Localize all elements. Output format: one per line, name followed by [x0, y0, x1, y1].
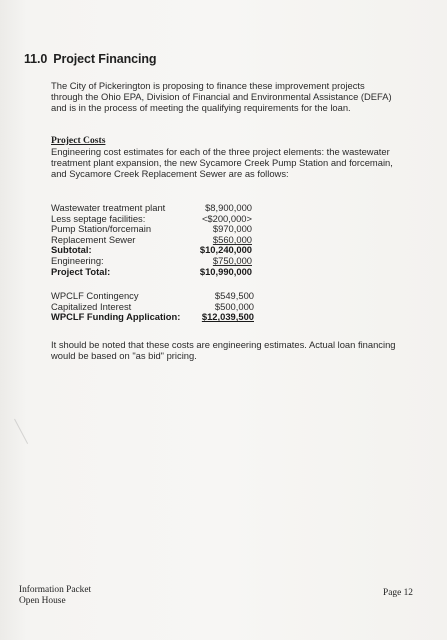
- cost-label: Replacement Sewer: [51, 233, 136, 245]
- project-costs-paragraph: Engineering cost estimates for each of the three project elements: the wastewater treatment plant expansion, the new Sycamore Creek Pump Station and forcemain, and Sycamore Creek Replacement Sewer are as follows:: [51, 146, 393, 180]
- cost-label: Pump Station/forcemain: [51, 223, 152, 235]
- cost-row-engineering: [51, 256, 252, 267]
- section-heading: [24, 52, 156, 66]
- section-title: Project Financing: [53, 52, 157, 66]
- cost-label: Engineering:: [51, 254, 104, 266]
- cost-value: $10,240,000: [199, 244, 252, 256]
- estimate-note: It should be noted that these costs are engineering estimates. Actual loan financing would be based on "as bid" pricing.: [51, 339, 396, 362]
- cost-value: $8,900,000: [205, 202, 252, 213]
- cost-row-project-total: [51, 267, 252, 278]
- funding-value: $12,039,500: [201, 311, 254, 323]
- funding-row-contingency: [51, 291, 254, 302]
- funding-value: $500,000: [214, 300, 254, 312]
- cost-label: Project Total:: [51, 265, 111, 277]
- footer-line2: Open House: [19, 596, 66, 606]
- footer-left: [19, 585, 91, 607]
- funding-table: [51, 291, 254, 323]
- cost-row-wwtp: [51, 203, 252, 214]
- cost-value: $970,000: [212, 223, 252, 235]
- cost-value: <$200,000>: [201, 212, 252, 224]
- section-number: 11.0: [24, 52, 48, 66]
- cost-label: Wastewater treatment plant: [51, 202, 166, 213]
- scan-mark: [14, 414, 37, 444]
- funding-label: WPCLF Funding Application:: [51, 311, 181, 323]
- cost-label: Subtotal:: [51, 244, 92, 256]
- funding-label: Capitalized Interest: [51, 300, 132, 312]
- project-costs-heading: Project Costs: [51, 135, 106, 146]
- cost-label: Less septage facilities:: [51, 212, 146, 224]
- funding-row-application: [51, 312, 254, 323]
- page-number: Page 12: [383, 588, 413, 598]
- funding-label: WPCLF Contingency: [51, 290, 139, 301]
- footer-line1: Information Packet: [19, 585, 92, 595]
- cost-value: $560,000: [212, 233, 252, 245]
- intro-paragraph: The City of Pickerington is proposing to finance these improvement projects through the Ohio EPA, Division of Financial and Environmental Assistance (DEFA) and is in the process of meeting the qualifying requirements for the loan.: [51, 80, 392, 114]
- funding-value: $549,500: [214, 290, 254, 301]
- cost-value: $10,990,000: [199, 265, 252, 277]
- cost-value: $750,000: [212, 254, 252, 266]
- cost-table: [51, 203, 252, 277]
